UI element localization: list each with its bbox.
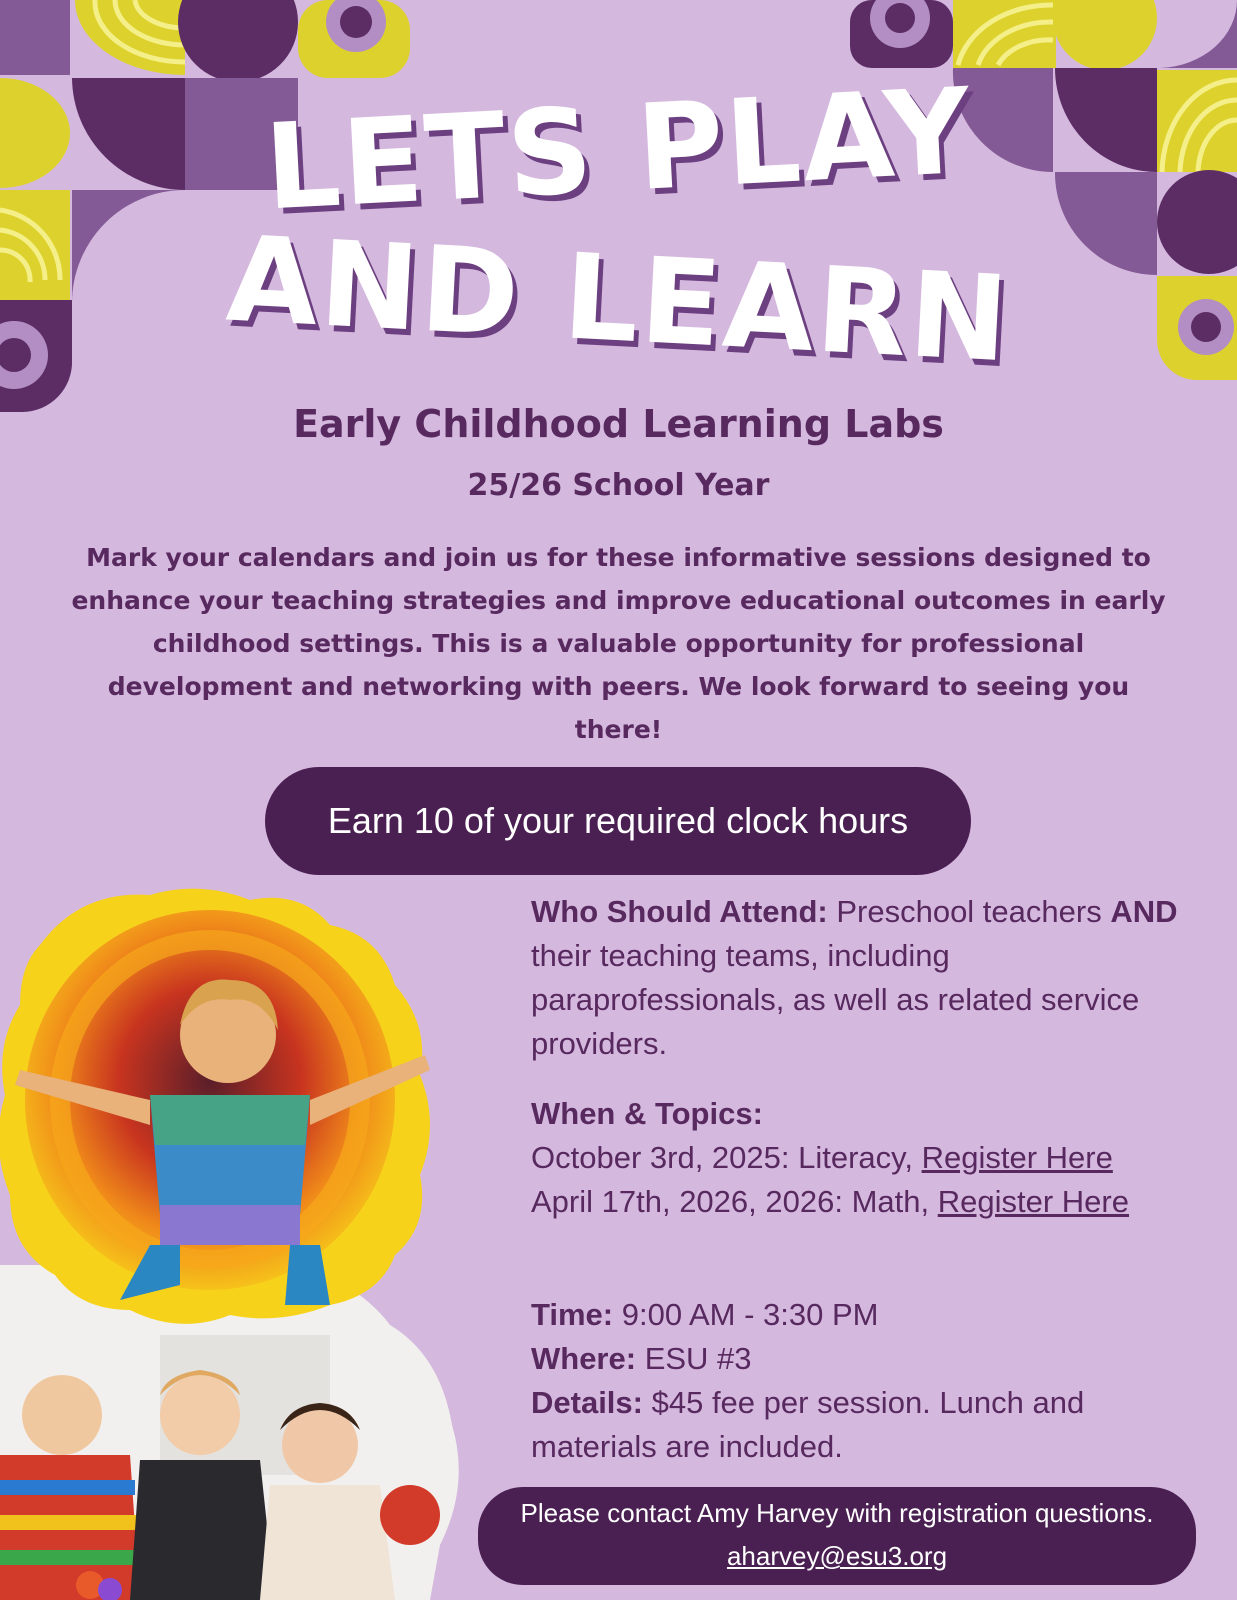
where-value: ESU #3 (644, 1341, 752, 1376)
who-text-2: their teaching teams, including paraprofessionals, as well as related service providers. (531, 938, 1140, 1061)
details-label: Details: (531, 1385, 643, 1420)
who-emphasis: AND (1110, 894, 1178, 929)
session-date-topic: April 17th, 2026, 2026: Math, (531, 1184, 930, 1219)
session-row (531, 1136, 1211, 1180)
who-should-attend (531, 890, 1211, 1066)
register-link-literacy[interactable]: Register Here (921, 1140, 1113, 1175)
subtitle: Early Childhood Learning Labs (293, 402, 944, 446)
intro-paragraph: Mark your calendars and join us for these informative sessions designed to enhance your teaching strategies and improve educational outcomes in early childhood settings. This is a valuable opportunity for professional development and networking with peers. We look forward to seeing you there! (71, 543, 1166, 744)
children-playing-photo (0, 885, 470, 1600)
contact-banner (478, 1487, 1196, 1585)
register-link-math[interactable]: Register Here (937, 1184, 1129, 1219)
main-title (0, 61, 1237, 390)
clock-hours-banner: Earn 10 of your required clock hours (265, 767, 971, 875)
where-label: Where: (531, 1341, 637, 1376)
who-label: Who Should Attend: (531, 894, 828, 929)
school-year: 25/26 School Year (467, 468, 770, 503)
contact-text: Please contact Amy Harvey with registration questions. (520, 1498, 1154, 1528)
logistics (531, 1293, 1211, 1469)
title-line-1: LETS PLAY (261, 61, 976, 237)
details-value: $45 fee per session. Lunch and materials are included. (531, 1385, 1085, 1464)
when-and-topics (531, 1092, 1211, 1224)
session-row (531, 1180, 1211, 1224)
title-line-2: AND LEARN (223, 209, 1014, 389)
session-date-topic: October 3rd, 2025: Literacy, (531, 1140, 913, 1175)
contact-email-link[interactable]: aharvey@esu3.org (726, 1541, 948, 1571)
time-value: 9:00 AM - 3:30 PM (621, 1297, 879, 1332)
when-label: When & Topics: (531, 1096, 763, 1131)
time-label: Time: (531, 1297, 614, 1332)
who-text-1: Preschool teachers (836, 894, 1102, 929)
